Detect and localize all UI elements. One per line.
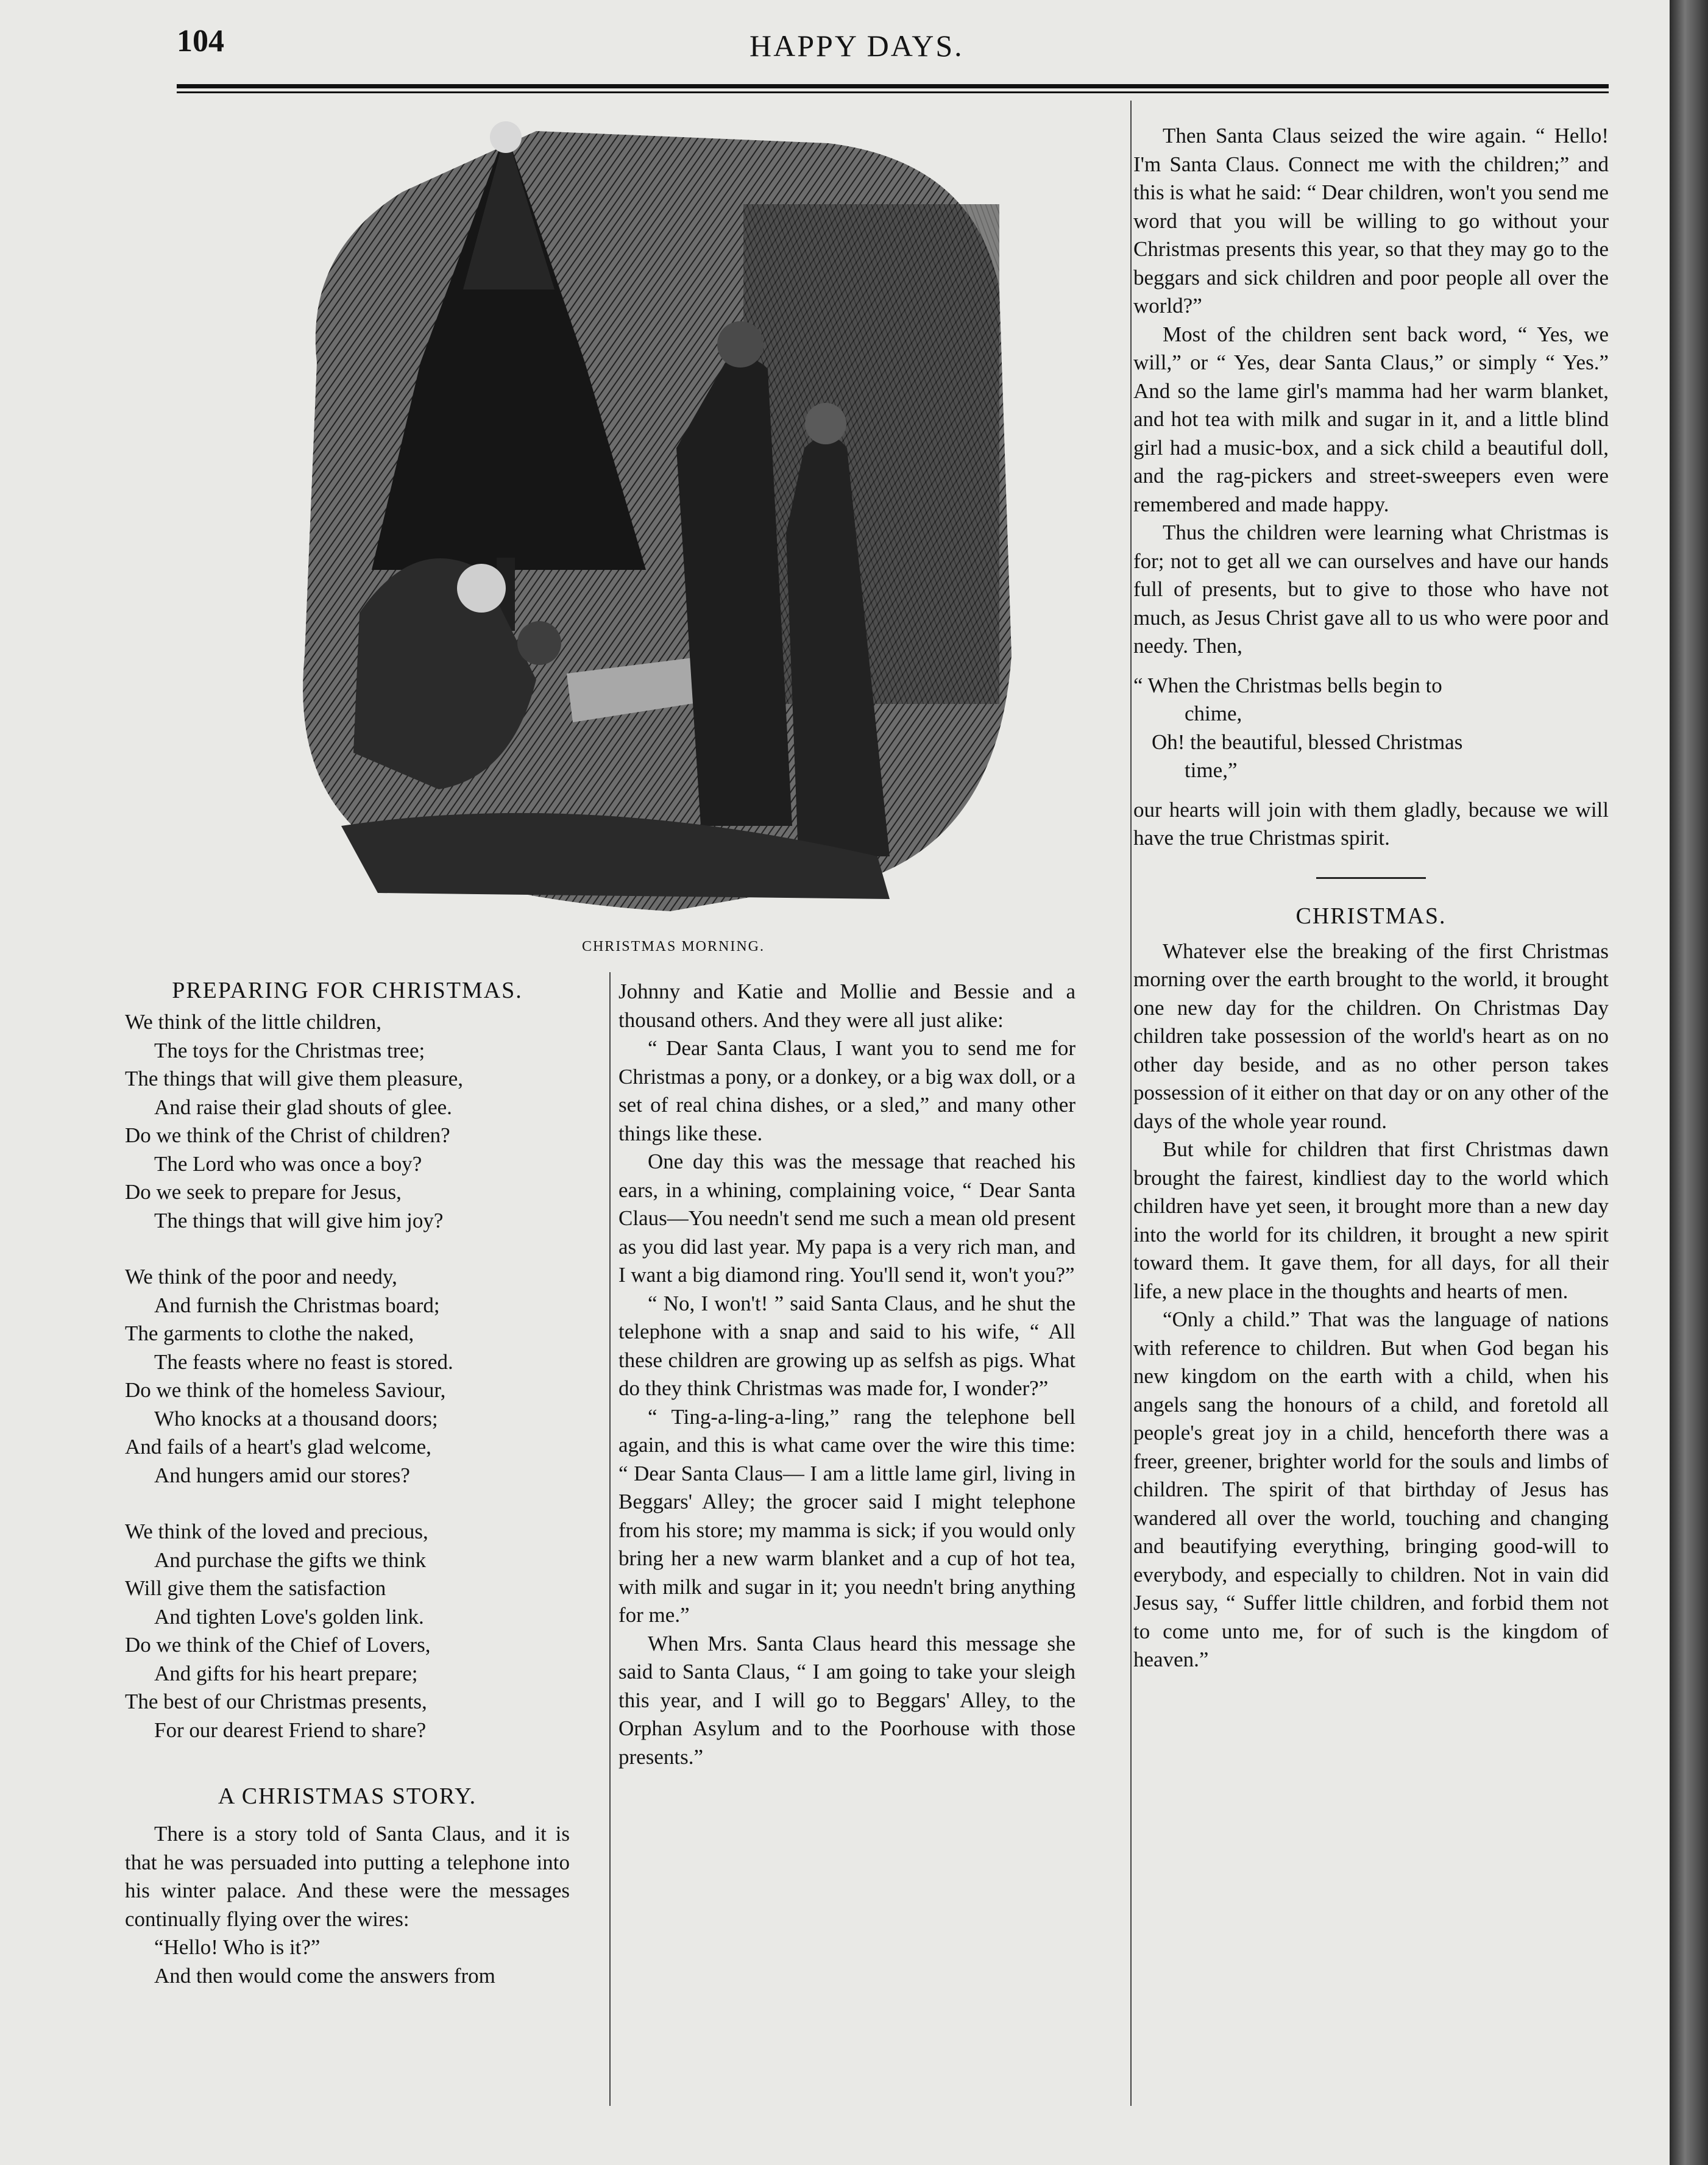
poem-line: Do we think of the homeless Saviour, [125,1378,446,1402]
poem-line: The Lord who was once a boy? [154,1151,422,1176]
column-divider-upper [1130,101,1132,2106]
illustration-caption: CHRISTMAS MORNING. [581,939,765,955]
section-separator [1316,877,1426,879]
poem-line: And raise their glad shouts of glee. [154,1095,452,1119]
story-paragraph: One day this was the message that reached his ears, in a whining, complaining voice, “ Dear Santa Claus—You needn't send me such a mean old present as you did last year. My papa is a very rich man, and I want a big diamond ring. You'll send it, won't you?” [618,1150,1075,1287]
story-paragraph: “Hello! Who is it?” [154,1935,321,1959]
column-left [125,975,570,1990]
poem-line: We think of the little children, [125,1010,381,1034]
masthead-title: HAPPY DAYS. [749,29,964,63]
poem-line: The garments to clothe the naked, [125,1321,414,1345]
poem-line: And hungers amid our stores? [154,1463,410,1487]
poem-line: And tighten Love's golden link. [154,1604,424,1629]
poem-line: And purchase the gifts we think [154,1548,427,1572]
quote-line: Oh! the beautiful, blessed Christmas [1152,730,1463,754]
column-middle [618,978,1075,1771]
essay-paragraph: But while for children that first Christmas dawn brought the fairest, kindliest day to the world which children have yet seen, it brought more than a new day into the world for its children, it brought a new spirit toward them. It gave them, for all days, for all their life, a new place in the thoughts and hearts of men. [1133,1137,1609,1303]
header-rule-thin [177,91,1609,93]
story-paragraph: And then would come the answers from [154,1963,495,1988]
story-paragraph: “ Dear Santa Claus, I want you to send me for Christmas a pony, or a donkey, or a big wax doll, or a set of real china dishes, or a sled,” and many other things like these. [618,1036,1075,1145]
christmas-morning-engraving [280,107,1048,930]
poem-line: The best of our Christmas presents, [125,1690,427,1713]
poem-line: Do we seek to prepare for Jesus, [125,1180,402,1204]
essay-paragraph: Whatever else the breaking of the first Christmas morning over the earth brought to the world, it brought one new day for the children. On Christmas Day children take possession of the world's heart as on no other day beside, and as no other person takes possession of it either on that day or on any other of the days of the whole year round. [1133,939,1609,1133]
column-right [1133,122,1609,1674]
poem-line: And fails of a heart's glad welcome, [125,1435,431,1459]
story-paragraph: There is a story told of Santa Claus, and it is that he was persuaded into putting a telephone into his winter palace. And these were the messages continually flying over the wires: [125,1822,570,1931]
page-edge-shadow [1670,0,1708,2165]
quote-line: “ When the Christmas bells begin to [1133,673,1442,697]
poem-title: PREPARING FOR CHRISTMAS. [172,978,523,1003]
story-paragraph: Then Santa Claus seized the wire again. “ Hello! I'm Santa Claus. Connect me with the children;” and this is what he said: “ Dear children, won't you send me word that you will be willing to go without your Christmas presents this year, so that they may go to the beggars and sick children and poor people all over the world?” [1133,124,1609,318]
story-paragraph: Most of the children sent back word, “ Yes, we will,” or “ Yes, dear Santa Claus,” or simply “ Yes.” And so the lame girl's mamma had her warm blanket, and hot tea with milk and sugar in it, and a little blind girl had a music-box, and a sick child a beautiful doll, and the rag-pickers and street-sweepers even were remembered and made happy. [1133,322,1609,516]
poem-line: For our dearest Friend to share? [154,1718,427,1742]
essay-paragraph: “Only a child.” That was the language of nations with reference to children. But when God began his new kingdom on the earth with a child, when his angels sang the honours of a child, and foretold all people's great joy in a child, henceforth there was a freer, greener, brighter world for the souls and limbs of children. The spirit of that birthday of Jesus has wandered all over the world, touching and changing and beautifying everything, bringing good-will to everybody, and especially to children. Not in vain did Jesus say, “ Suffer little children, and forbid them not to come unto me, for of such is the kingdom of heaven.” [1133,1307,1609,1671]
story-paragraph: When Mrs. Santa Claus heard this message she said to Santa Claus, “ I am going to take your sleigh this year, and I will go to Beggars' Alley, to the Orphan Asylum and to the Poorhouse with those presents.” [618,1631,1075,1769]
poem-line: Will give them the satisfaction [125,1576,386,1600]
poem-line: We think of the poor and needy, [125,1265,397,1289]
poem-line: And gifts for his heart prepare; [154,1661,418,1685]
essay-title: CHRISTMAS. [1295,903,1447,929]
poem-line: And furnish the Christmas board; [154,1293,440,1317]
quote-line: time,” [1185,758,1238,782]
header-rule [177,84,1609,88]
story-title: A CHRISTMAS STORY. [218,1783,477,1809]
story-paragraph: “ Ting-a-ling-a-ling,” rang the telephone bell again, and this is what came over the wire this time: “ Dear Santa Claus— I am a little lame girl, living in Beggars' Alley; the grocer said I might telephone from his store; my mamma is sick; if you would only bring her a new warm blanket and a cup of hot tea, with milk and sugar in it; you needn't bring anything for me.” [618,1404,1075,1627]
poem-line: The toys for the Christmas tree; [154,1038,425,1062]
poem-line: Who knocks at a thousand doors; [154,1406,438,1431]
story-paragraph: Thus the children were learning what Christmas is for; not to get all we can ourselves and have our hands full of presents, but to give to those who have not much, as Jesus Christ gave all to us who were poor and needy. Then, [1133,521,1609,658]
column-divider-lower [609,972,611,2106]
poem-line: The things that will give him joy? [154,1208,444,1232]
story-quote [1133,672,1609,785]
quote-line: chime, [1185,702,1242,725]
story-paragraph: Johnny and Katie and Mollie and Bessie and a thousand others. And they were all just alike: [618,979,1075,1032]
poem-line: Do we think of the Christ of children? [125,1123,450,1147]
page-number: 104 [177,24,224,59]
poem-line: We think of the loved and precious, [125,1520,428,1543]
poem-body [125,1008,570,1744]
story-paragraph: “ No, I won't! ” said Santa Claus, and he shut the telephone with a snap and said to his wife, “ All these children are growing up as selfsh as pigs. What do they think Christmas was made for, I wonder?” [618,1291,1075,1400]
poem-line: Do we think of the Chief of Lovers, [125,1633,431,1657]
story-paragraph: our hearts will join with them gladly, because we will have the true Christmas spirit. [1133,797,1609,850]
poem-line: The things that will give them pleasure, [125,1067,464,1090]
poem-line: The feasts where no feast is stored. [154,1349,453,1374]
